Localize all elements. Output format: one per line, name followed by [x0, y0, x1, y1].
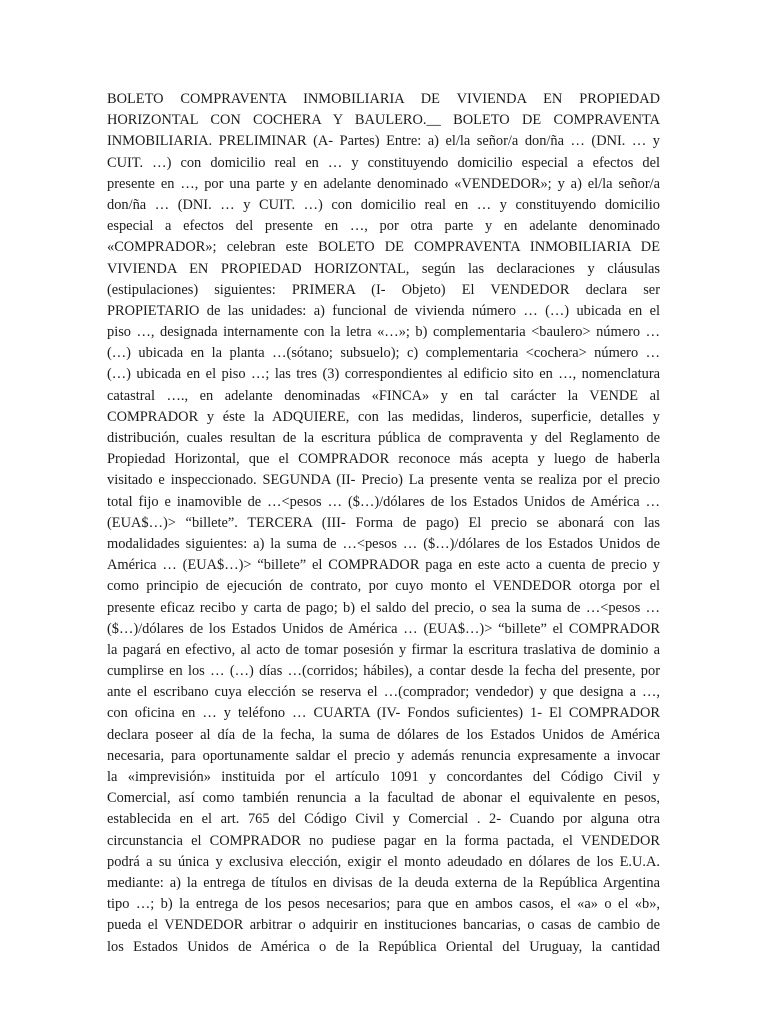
text-line: (…) ubicada en la planta …(sótano; subsuelo); c) complementaria <cochera> número … [107, 345, 660, 362]
text-line: «COMPRADOR»; celebran este BOLETO DE COMPRAVENTA INMOBILIARIA DE [107, 239, 660, 256]
text-line: VIVIENDA EN PROPIEDAD HORIZONTAL, según las declaraciones y cláusulas [107, 260, 660, 277]
text-line: Propiedad Horizontal, que el COMPRADOR reconoce más acepta y luego de haberla [107, 451, 660, 468]
text-line: la «imprevisión» instituida por el artículo 1091 y concordantes del Código Civil y [107, 769, 660, 785]
text-line: mediante: a) la entrega de títulos en divisas de la deuda externa de la República Argentina [107, 874, 660, 891]
text-line: Comercial, así como también renuncia a la facultad de abonar el equivalente en pesos, [107, 790, 660, 807]
text-line: (estipulaciones) siguientes: PRIMERA (I- Objeto) El VENDEDOR declara ser [107, 281, 660, 298]
text-line: HORIZONTAL CON COCHERA Y BAULERO.__ BOLETO DE COMPRAVENTA [107, 112, 660, 129]
text-line: catastral …., en adelante denominadas «FINCA» y en tal carácter la VENDE al [107, 387, 660, 404]
text-line: don/ña … (DNI. … y CUIT. …) con domicilio real en … y constituyendo domicilio [107, 196, 660, 213]
text-line: PROPIETARIO de las unidades: a) funcional de vivienda número … (…) ubicada en el [107, 302, 660, 319]
text-line: modalidades siguientes: a) la suma de …<pesos … ($…)/dólares de los Estados Unidos de [107, 535, 660, 552]
text-line: piso …, designada internamente con la letra «…»; b) complementaria <baulero> número … [107, 324, 660, 341]
text-line: (…) ubicada en el piso …; las tres (3) correspondientes al edificio sito en …, nomenclatura [107, 366, 660, 383]
text-line: pueda el VENDEDOR arbitrar o adquirir en instituciones bancarias, o casas de cambio de [107, 917, 660, 934]
text-line: circunstancia el COMPRADOR no pudiese pagar en la forma pactada, el VENDEDOR [107, 832, 660, 849]
text-line: podrá a su única y exclusiva elección, exigir el monto adeudado en dólares de los E.U.A. [107, 853, 660, 870]
text-line: BOLETO COMPRAVENTA INMOBILIARIA DE VIVIENDA EN PROPIEDAD [107, 91, 660, 107]
text-line: América … (EUA$…)> “billete” el COMPRADOR paga en este acto a cuenta de precio y [107, 557, 660, 574]
text-line: como principio de ejecución de contrato, por cuyo monto el VENDEDOR otorga por el [107, 578, 660, 595]
text-line: los Estados Unidos de América o de la República Oriental del Uruguay, la cantidad [107, 938, 660, 955]
text-line: total fijo e inamovible de …<pesos … ($…)/dólares de los Estados Unidos de América … [107, 493, 660, 510]
text-line: distribución, cuales resultan de la escritura pública de compraventa y del Reglamento de [107, 430, 660, 446]
text-line: establecida en el art. 765 del Código Civil y Comercial . 2- Cuando por alguna otra [107, 811, 660, 828]
text-line: ($…)/dólares de los Estados Unidos de América … (EUA$…)> “billete” el COMPRADOR [107, 620, 660, 637]
text-line: (EUA$…)> “billete”. TERCERA (III- Forma de pago) El precio se abonará con las [107, 514, 660, 531]
text-line: la pagará en efectivo, al acto de tomar posesión y firmar la escritura traslativa de dominio a [107, 641, 660, 658]
text-line: con oficina en … y teléfono … CUARTA (IV- Fondos suficientes) 1- El COMPRADOR [107, 705, 660, 722]
text-line: visitado e inspeccionado. SEGUNDA (II- Precio) La presente venta se realiza por el precio [107, 472, 660, 489]
text-line: declara poseer al día de la fecha, la suma de dólares de los Estados Unidos de América [107, 726, 660, 743]
text-line: INMOBILIARIA. PRELIMINAR (A- Partes) Entre: a) el/la señor/a don/ña … (DNI. … y [107, 133, 660, 150]
text-line: cumplirse en los … (…) días …(corridos; hábiles), a contar desde la fecha del presente, por [107, 663, 660, 680]
text-line: tipo …; b) la entrega de los pesos necesarios; para que en ambos casos, el «a» o el «b», [107, 896, 660, 913]
text-line: ante el escribano cuya elección se reserva el …(comprador; vendedor) y que designa a …, [107, 684, 660, 701]
text-line: presente eficaz recibo y carta de pago; b) el saldo del precio, o sea la suma de …<pesos … [107, 599, 660, 616]
contract-text [107, 89, 660, 958]
text-line: COMPRADOR y éste la ADQUIERE, con las medidas, linderos, superficie, detalles y [107, 408, 660, 425]
text-line: presente en …, por una parte y en adelante denominado «VENDEDOR»; y a) el/la señor/a [107, 175, 660, 192]
text-line: necesaria, para oportunamente saldar el precio y además renuncia expresamente a invocar [107, 747, 660, 764]
text-line: especial a efectos del presente en …, por otra parte y en adelante denominado [107, 218, 660, 235]
text-line: CUIT. …) con domicilio real en … y constituyendo domicilio especial a efectos del [107, 154, 660, 171]
